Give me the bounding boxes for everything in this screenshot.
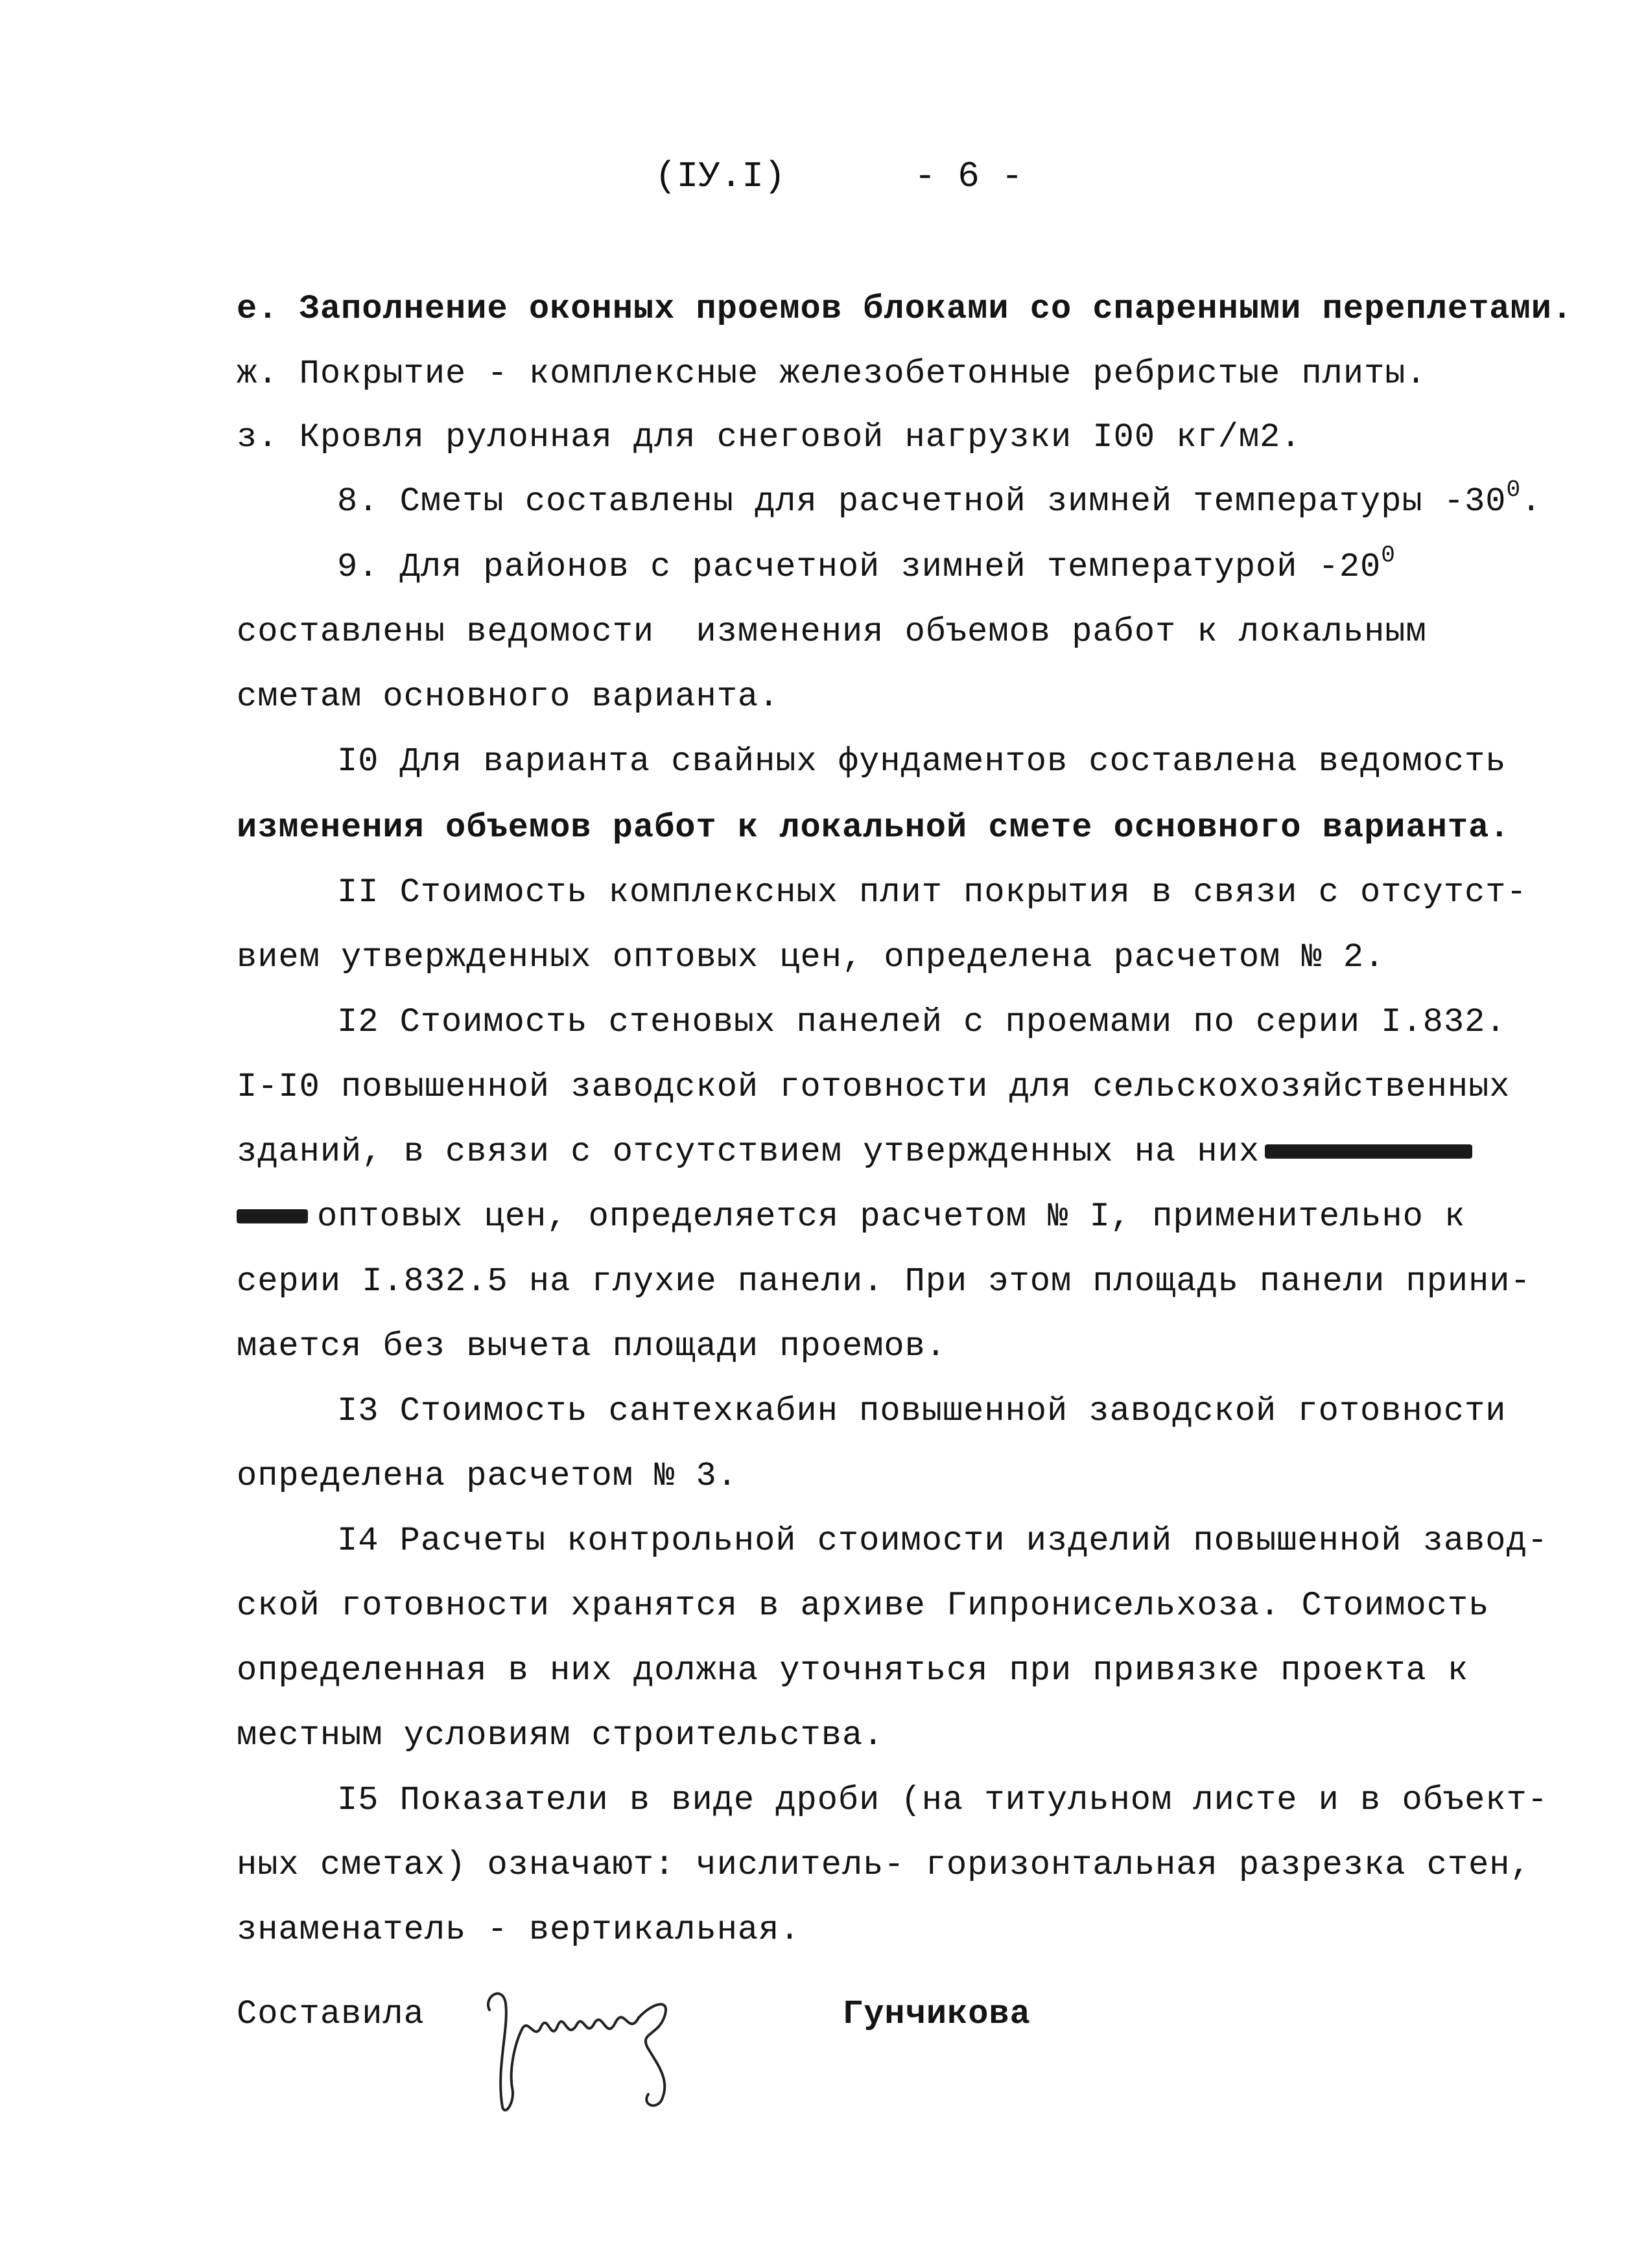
text-line-5 bbox=[337, 542, 1396, 588]
text-line-22: определенная в них должна уточняться при привязке проекта к bbox=[237, 1651, 1469, 1690]
text-line-24: I5 Показатели в виде дроби (на титульном листе и в объект- bbox=[337, 1781, 1548, 1819]
text-line-17: мается без вычета площади проемов. bbox=[237, 1327, 947, 1365]
text-line-8: I0 Для варианта свайных фундаментов составлена ведомость bbox=[337, 742, 1507, 781]
text-line-11: вием утвержденных оптовых цен, определена расчетом № 2. bbox=[237, 938, 1385, 976]
degree-superscript: 0 bbox=[1506, 477, 1522, 503]
text-line-6: составлены ведомости изменения объемов работ к локальным bbox=[237, 613, 1427, 651]
crossed-out-text bbox=[237, 1209, 308, 1223]
text-line-18: I3 Стоимость сантехкабин повышенной заводской готовности bbox=[337, 1392, 1507, 1430]
text-line-23: местным условиям строительства. bbox=[237, 1716, 884, 1754]
text-line-21: ской готовности хранятся в архиве Гипронисельхоза. Стоимость bbox=[237, 1587, 1490, 1625]
text-line-2: ж. Покрытие - комплексные железобетонные ребристые плиты. bbox=[237, 355, 1427, 393]
text-line-19: определена расчетом № 3. bbox=[237, 1457, 738, 1495]
compiled-by-label: Составила bbox=[237, 1995, 425, 2033]
text-line-16: серии I.832.5 на глухие панели. При этом площадь панели прини- bbox=[237, 1262, 1531, 1301]
text-line-20: I4 Расчеты контрольной стоимости изделий повышенной завод- bbox=[337, 1522, 1548, 1560]
section-code: (IУ.I) bbox=[655, 156, 786, 197]
text-line-14-main: зданий, в связи с отсутствием утвержденных на них bbox=[237, 1133, 1260, 1171]
text-line-14 bbox=[237, 1131, 1472, 1173]
degree-superscript: 0 bbox=[1381, 542, 1396, 569]
text-line-25: ных сметах) означают: числитель- горизонтальная разрезка стен, bbox=[237, 1846, 1531, 1884]
text-line-7: сметам основного варианта. bbox=[237, 678, 780, 716]
text-line-4-end: . bbox=[1521, 482, 1542, 521]
text-line-3: з. Кровля рулонная для снеговой нагрузки I00 кг/м2. bbox=[237, 418, 1302, 456]
text-line-5-main: 9. Для районов с расчетной зимней температурой -20 bbox=[337, 548, 1382, 586]
text-line-9: изменения объемов работ к локальной смете основного варианта. bbox=[237, 809, 1511, 847]
text-line-12: I2 Стоимость стеновых панелей с проемами по серии I.832. bbox=[337, 1003, 1507, 1041]
text-line-13: I-I0 повышенной заводской готовности для сельскохозяйственных bbox=[237, 1068, 1511, 1106]
page-number: - 6 - bbox=[914, 156, 1024, 197]
text-line-4 bbox=[337, 477, 1542, 523]
text-line-15-main: оптовых цен, определяется расчетом № I, применительно к bbox=[317, 1198, 1466, 1236]
handwritten-signature bbox=[476, 1971, 690, 2120]
text-line-1: е. Заполнение оконных проемов блоками со спаренными переплетами. bbox=[237, 290, 1573, 328]
compiler-name: Гунчикова bbox=[843, 1995, 1031, 2033]
text-line-10: II Стоимость комплексных плит покрытия в связи с отсутст- bbox=[337, 873, 1527, 912]
text-line-15 bbox=[237, 1196, 1465, 1238]
text-line-4-main: 8. Сметы составлены для расчетной зимней температуры -30 bbox=[337, 482, 1507, 521]
crossed-out-text bbox=[1265, 1144, 1472, 1159]
text-line-26: знаменатель - вертикальная. bbox=[237, 1911, 801, 1949]
